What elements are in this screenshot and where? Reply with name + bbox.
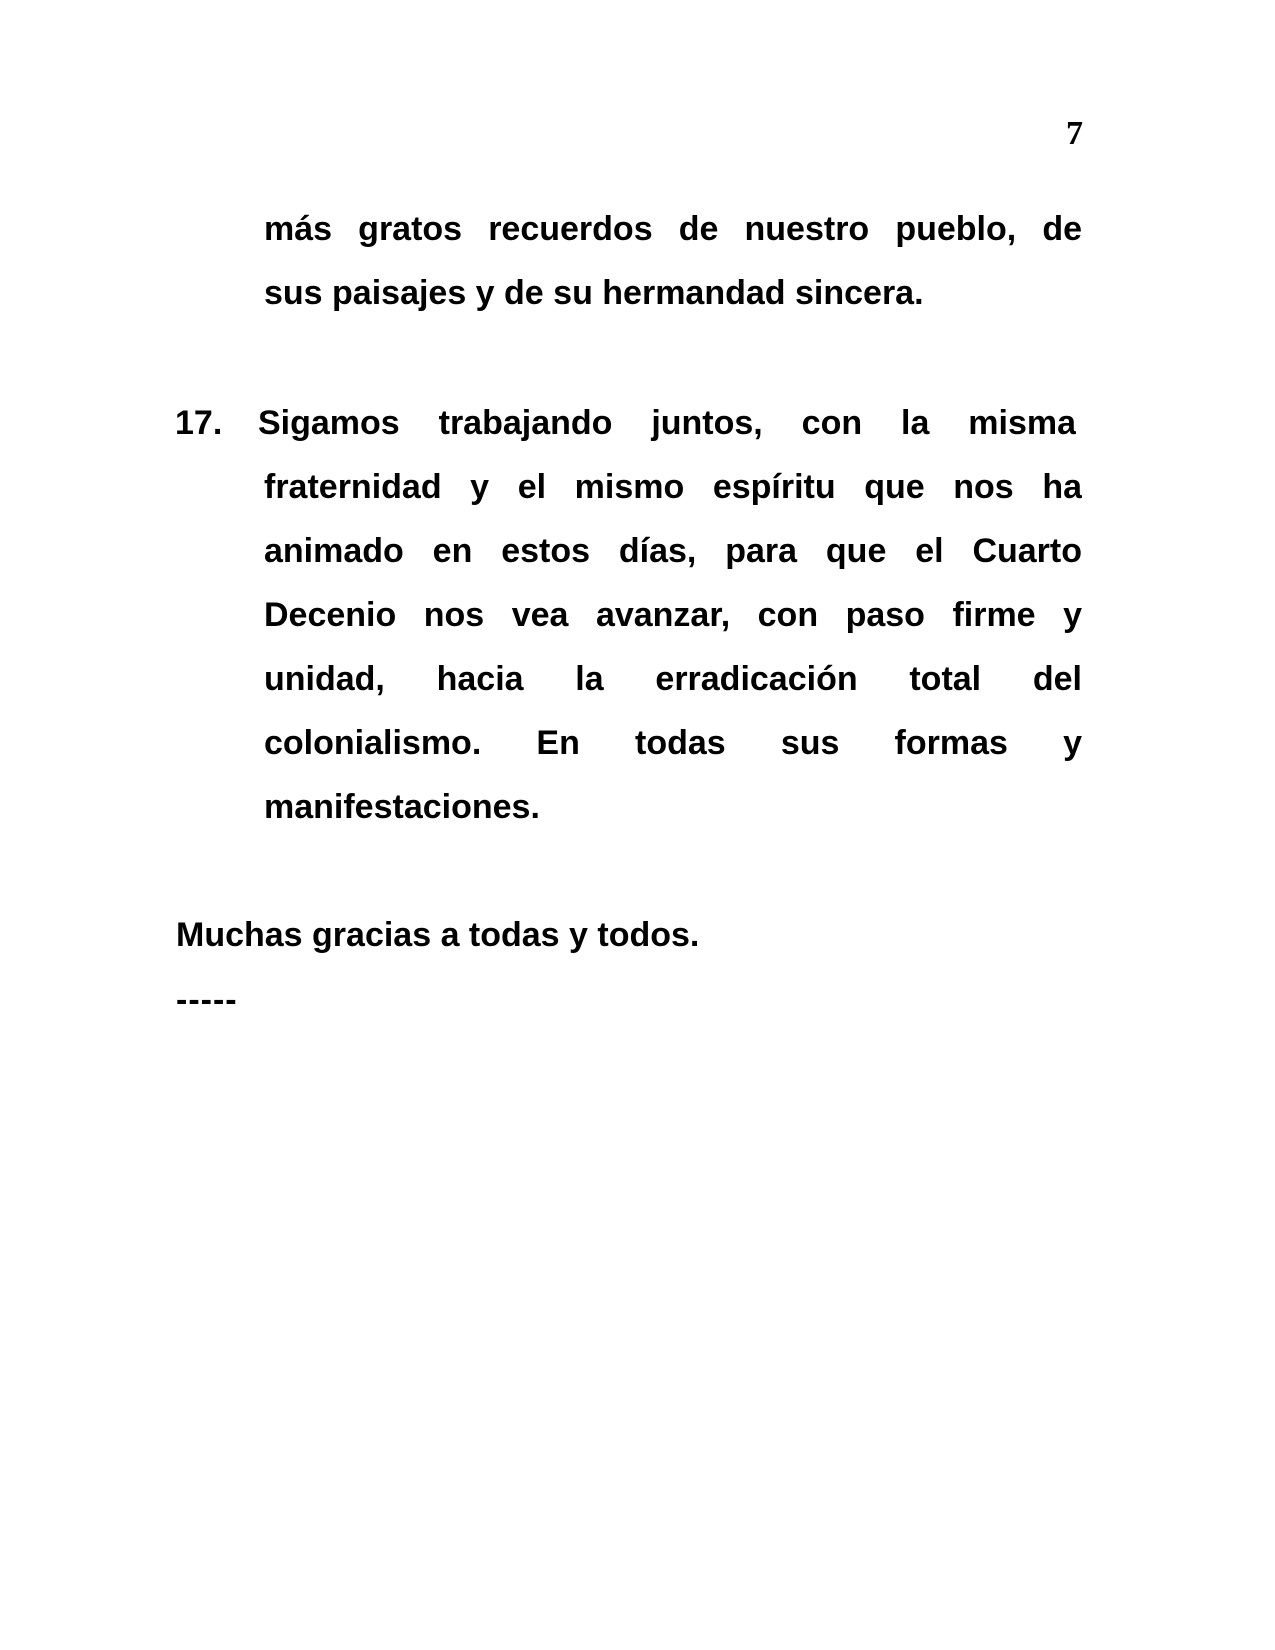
- paragraph-17-line-4: Decenio nos vea avanzar, con paso firme y: [264, 596, 1082, 634]
- page-number: 7: [1066, 115, 1083, 152]
- paragraph-17-line-3: animado en estos días, para que el Cuarto: [264, 532, 1082, 570]
- paragraph-17-line-6: colonialismo. En todas sus formas y: [264, 724, 1082, 762]
- paragraph-number: 17.: [175, 404, 223, 442]
- continuation-line-2: sus paisajes y de su hermandad sincera.: [264, 274, 924, 312]
- paragraph-17-line-5: unidad, hacia la erradicación total del: [264, 660, 1082, 698]
- paragraph-17-line-7: manifestaciones.: [264, 788, 540, 826]
- continuation-line-1: más gratos recuerdos de nuestro pueblo, de: [264, 210, 1082, 248]
- paragraph-17-line-2: fraternidad y el mismo espíritu que nos ha: [264, 468, 1082, 506]
- paragraph-17-line-1: Sigamos trabajando juntos, con la misma: [258, 404, 1076, 442]
- end-mark: -----: [176, 981, 238, 1019]
- closing-thanks: Muchas gracias a todas y todos.: [176, 916, 700, 954]
- paragraph-17: [175, 391, 1082, 839]
- continuation-paragraph: [264, 197, 1082, 325]
